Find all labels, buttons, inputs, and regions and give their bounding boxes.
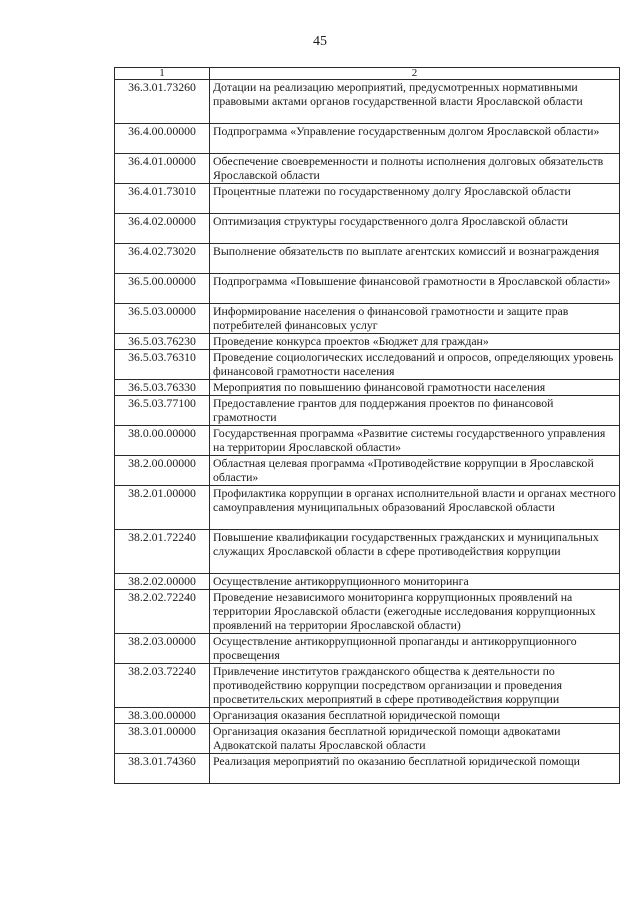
table-row (115, 486, 620, 530)
table-row (115, 304, 620, 334)
row-code-cell: 36.5.03.77100 (115, 396, 210, 426)
table-row (115, 530, 620, 574)
column-header-name: 2 (210, 68, 620, 80)
row-code-cell: 36.4.02.73020 (115, 244, 210, 274)
table-row (115, 380, 620, 396)
row-name-cell: Предоставление грантов для поддержания проектов по финансовой грамотности (210, 396, 620, 426)
table-header-row (115, 68, 620, 80)
row-name-cell: Организация оказания бесплатной юридической помощи адвокатами Адвокатской палаты Ярославской области (210, 724, 620, 754)
budget-classification-table (114, 67, 620, 784)
row-code-cell: 36.4.00.00000 (115, 124, 210, 154)
table-row (115, 334, 620, 350)
table-row (115, 350, 620, 380)
row-name-cell: Профилактика коррупции в органах исполнительной власти и органах местного самоуправления муниципальных образований Ярославской области (210, 486, 620, 530)
row-code-cell: 36.5.03.76330 (115, 380, 210, 396)
row-name-cell: Дотации на реализацию мероприятий, предусмотренных нормативными правовыми актами органов государственной власти Ярославской области (210, 80, 620, 124)
table-row (115, 396, 620, 426)
row-code-cell: 36.5.03.00000 (115, 304, 210, 334)
row-name-cell: Областная целевая программа «Противодействие коррупции в Ярославской области» (210, 456, 620, 486)
row-name-cell: Оптимизация структуры государственного долга Ярославской области (210, 214, 620, 244)
table-row (115, 154, 620, 184)
table-row (115, 426, 620, 456)
row-name-cell: Организация оказания бесплатной юридической помощи (210, 708, 620, 724)
table-row (115, 634, 620, 664)
page-number: 45 (313, 34, 327, 49)
table-row (115, 80, 620, 124)
row-code-cell: 38.2.00.00000 (115, 456, 210, 486)
row-name-cell: Мероприятия по повышению финансовой грамотности населения (210, 380, 620, 396)
row-code-cell: 36.5.00.00000 (115, 274, 210, 304)
row-code-cell: 38.3.01.74360 (115, 754, 210, 784)
row-code-cell: 38.2.03.72240 (115, 664, 210, 708)
table-row (115, 456, 620, 486)
row-code-cell: 38.2.01.72240 (115, 530, 210, 574)
row-name-cell: Обеспечение своевременности и полноты исполнения долговых обязательств Ярославской области (210, 154, 620, 184)
row-name-cell: Осуществление антикоррупционного мониторинга (210, 574, 620, 590)
row-code-cell: 38.2.03.00000 (115, 634, 210, 664)
row-name-cell: Подпрограмма «Управление государственным долгом Ярославской области» (210, 124, 620, 154)
row-name-cell: Проведение конкурса проектов «Бюджет для граждан» (210, 334, 620, 350)
table-row (115, 244, 620, 274)
row-name-cell: Осуществление антикоррупционной пропаганды и антикоррупционного просвещения (210, 634, 620, 664)
row-name-cell: Выполнение обязательств по выплате агентских комиссий и вознаграждения (210, 244, 620, 274)
row-name-cell: Государственная программа «Развитие системы государственного управления на территории Ярославской области» (210, 426, 620, 456)
row-name-cell: Подпрограмма «Повышение финансовой грамотности в Ярославской области» (210, 274, 620, 304)
row-code-cell: 36.4.02.00000 (115, 214, 210, 244)
row-code-cell: 38.2.02.00000 (115, 574, 210, 590)
row-name-cell: Привлечение институтов гражданского общества к деятельности по противодействию коррупции посредством организации и проведения просветительских мероприятий в сфере противодействия коррупции (210, 664, 620, 708)
row-code-cell: 38.2.02.72240 (115, 590, 210, 634)
table-row (115, 754, 620, 784)
row-name-cell: Повышение квалификации государственных гражданских и муниципальных служащих Ярославской области в сфере противодействия коррупции (210, 530, 620, 574)
row-name-cell: Реализация мероприятий по оказанию бесплатной юридической помощи (210, 754, 620, 784)
table-row (115, 708, 620, 724)
row-name-cell: Процентные платежи по государственному долгу Ярославской области (210, 184, 620, 214)
row-name-cell: Информирование населения о финансовой грамотности и защите прав потребителей финансовых услуг (210, 304, 620, 334)
table-row (115, 574, 620, 590)
row-name-cell: Проведение независимого мониторинга коррупционных проявлений на территории Ярославской области (ежегодные исследования коррупционных проявлений на территории Ярославской области) (210, 590, 620, 634)
column-header-code: 1 (115, 68, 210, 80)
row-code-cell: 36.5.03.76310 (115, 350, 210, 380)
table-row (115, 274, 620, 304)
table-row (115, 214, 620, 244)
row-code-cell: 38.3.01.00000 (115, 724, 210, 754)
table-row (115, 124, 620, 154)
row-code-cell: 36.3.01.73260 (115, 80, 210, 124)
row-code-cell: 38.3.00.00000 (115, 708, 210, 724)
row-code-cell: 38.2.01.00000 (115, 486, 210, 530)
row-code-cell: 36.4.01.73010 (115, 184, 210, 214)
row-code-cell: 36.4.01.00000 (115, 154, 210, 184)
table-row (115, 724, 620, 754)
table-row (115, 590, 620, 634)
table-row (115, 184, 620, 214)
table-body (115, 80, 620, 784)
row-code-cell: 36.5.03.76230 (115, 334, 210, 350)
row-name-cell: Проведение социологических исследований и опросов, определяющих уровень финансовой грамотности населения (210, 350, 620, 380)
table-row (115, 664, 620, 708)
row-code-cell: 38.0.00.00000 (115, 426, 210, 456)
